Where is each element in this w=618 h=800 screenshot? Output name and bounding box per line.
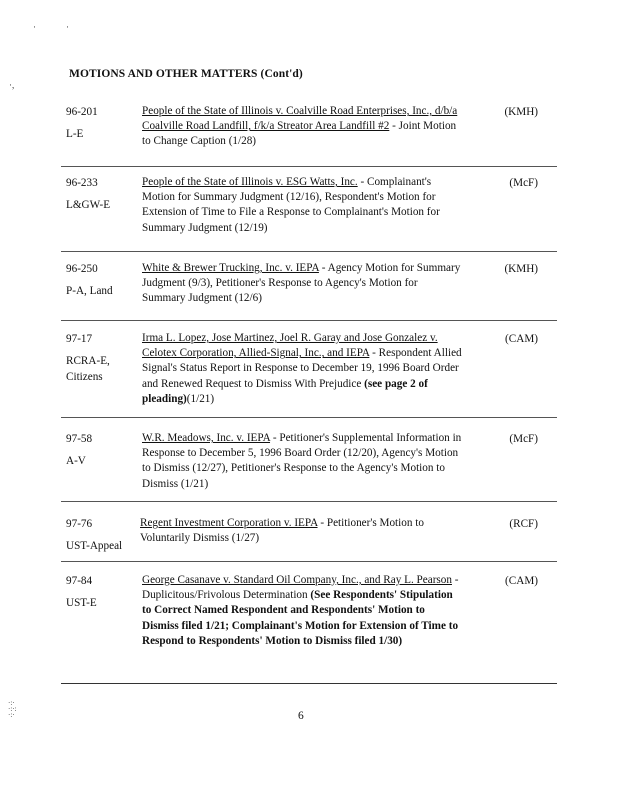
board-member: (CAM) — [505, 333, 538, 345]
case-parties: W.R. Meadows, Inc. v. IEPA — [142, 432, 271, 444]
case-description — [142, 104, 462, 150]
motion-text: - Petitioner's Supplemental Information in Response to December 5, 1996 Board Order (12/20), Agency's Motion to Dismiss (12/27), Petitioner's Response to the Agency's Motion to Dismiss (1/21) — [142, 432, 462, 490]
docket-number: 97-17 — [66, 333, 93, 345]
pleading-note: (See Respondents' Stipulation to Correct Named Respondent and Respondents' Motion to Dismiss filed 1/21; Complainant's Motion for Extension of Time to Respond to Respondents' Motion to Dismiss filed 1/30) — [142, 589, 459, 647]
motion-text: - Petitioner's Motion to Voluntarily Dismiss (1/27) — [140, 517, 424, 545]
separator — [61, 417, 557, 418]
case-type: A-V — [66, 455, 86, 467]
separator — [61, 561, 557, 562]
docket-number: 97-84 — [66, 575, 93, 587]
docket-number: 97-76 — [66, 518, 93, 530]
case-type: L-E — [66, 128, 84, 140]
docket-number: 96-233 — [66, 177, 98, 189]
case-type: P-A, Land — [66, 285, 113, 297]
case-description — [142, 431, 462, 492]
case-type: UST-E — [66, 597, 97, 609]
case-parties: Regent Investment Corporation v. IEPA — [140, 517, 318, 529]
case-parties: Irma L. Lopez, Jose Martinez, Joel R. Garay and Jose Gonzalez v. Celotex Corporation, Allied-Signal, Inc., and IEPA — [142, 332, 438, 360]
motion-date: (1/21) — [186, 392, 215, 405]
scan-speck: · — [33, 22, 36, 32]
case-description — [142, 175, 462, 236]
scan-speck: ·, — [9, 80, 15, 90]
docket-info — [66, 175, 110, 213]
case-parties: White & Brewer Trucking, Inc. v. IEPA — [142, 262, 319, 274]
page-number: 6 — [298, 710, 304, 722]
docket-number: 97-58 — [66, 433, 93, 445]
motion-text: - Complainant's Motion for Summary Judgment (12/16), Respondent's Motion for Extension of Time to File a Response to Complainant's Motion for Summary Judgment (12/19) — [142, 176, 440, 234]
footer-rule — [61, 683, 557, 684]
board-member: (McF) — [509, 433, 538, 445]
docket-info — [66, 261, 113, 299]
separator — [61, 166, 557, 167]
docket-info — [66, 331, 126, 385]
case-type: RCRA-E, Citizens — [66, 355, 110, 383]
case-description — [142, 331, 462, 407]
case-description — [142, 261, 462, 307]
board-member: (CAM) — [505, 575, 538, 587]
case-description — [140, 516, 462, 546]
board-member: (KMH) — [504, 263, 538, 275]
case-parties: People of the State of Illinois v. Coalville Road Enterprises, Inc., d/b/a Coalville Road Landfill, f/k/a Streator Area Landfill #2 — [142, 105, 458, 133]
pleading-note: (see page 2 of pleading) — [142, 377, 428, 405]
scan-speck: · — [66, 22, 69, 32]
motion-text: - Agency Motion for Summary Judgment (9/3), Petitioner's Response to Agency's Motion for Summary Judgment (12/6) — [142, 262, 461, 305]
docket-info — [66, 573, 97, 611]
board-member: (KMH) — [504, 106, 538, 118]
docket-info — [66, 431, 92, 469]
motion-text: - Respondent Allied Signal's Status Report in Response to December 19, 1996 Board Order and Renewed Request to Dismiss With Prejudice — [142, 347, 462, 390]
motion-text: - Joint Motion to Change Caption (1/28) — [142, 120, 457, 148]
board-member: (McF) — [509, 177, 538, 189]
docket-info — [66, 516, 122, 554]
case-parties: People of the State of Illinois v. ESG Watts, Inc. — [142, 176, 358, 188]
case-parties: George Casanave v. Standard Oil Company, Inc., and Ray L. Pearson — [142, 574, 452, 586]
separator — [61, 501, 557, 502]
board-member: (RCF) — [509, 518, 538, 530]
section-heading: MOTIONS AND OTHER MATTERS (Cont'd) — [69, 68, 303, 80]
docket-number: 96-201 — [66, 106, 98, 118]
case-type: UST-Appeal — [66, 540, 123, 552]
motion-text: - Duplicitous/Frivolous Determination — [142, 574, 459, 602]
docket-info — [66, 104, 98, 142]
scan-speck: ·:· ·:·: ·:· — [8, 699, 17, 719]
separator — [61, 320, 557, 321]
separator — [61, 251, 557, 252]
case-description — [142, 573, 462, 649]
case-type: L&GW-E — [66, 199, 111, 211]
docket-number: 96-250 — [66, 263, 98, 275]
